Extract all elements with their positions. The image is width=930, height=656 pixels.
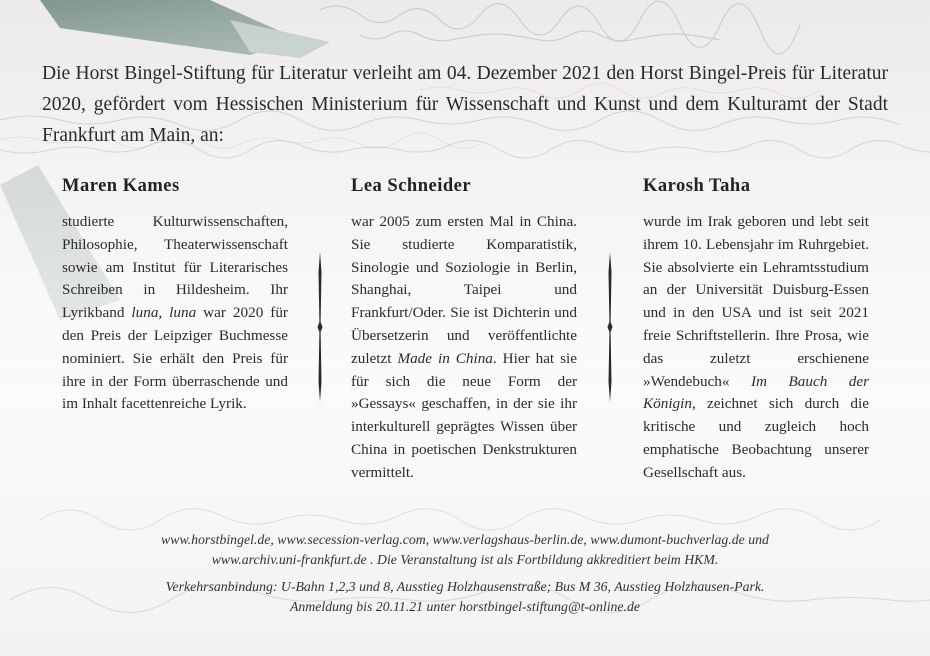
footer-links-line: www.horstbingel.de, www.secession-verlag.com, www.verlagshaus-berlin.de, www.dumont-buchverlag.de und bbox=[161, 532, 769, 547]
ornamental-divider bbox=[606, 252, 614, 402]
intro-text: Die Horst Bingel-Stiftung für Literatur verleiht am 04. Dezember 2021 den Horst Bingel-Preis für Literatur 2020, gefördert vom Hessischen Ministerium für Wissenschaft und Kunst und dem Kulturamt der Stadt Frankfurt am Main, an: bbox=[42, 63, 888, 146]
ornamental-divider bbox=[316, 252, 324, 402]
laureate-bio: war 2005 zum ersten Mal in China. Sie studierte Komparatistik, Sinologie und Soziologie in Berlin, Shanghai, Taipei und Frankfurt/Oder. Sie ist Dichterin und Übersetzerin und veröffentlichte zuletzt Made in China. Hier hat sie für sich die neue Form der »Gessays« geschaffen, in der sie ihr interkulturell geprägtes Wissen über China in poetischen Denkstrukturen vermittelt. bbox=[351, 213, 577, 481]
footer-links bbox=[0, 530, 930, 569]
laureate-bio: wurde im Irak geboren und lebt seit ihrem 10. Lebensjahr im Ruhrgebiet. Sie absolvierte ein Lehramtsstudium an der Universität Duisburg-Essen und in den USA und ist seit 2021 freie Schriftstellerin. Ihre Prosa, wie das zuletzt erschienene »Wendebuch« Im Bauch der Königin, zeichnet sich durch die kritische und zugleich hoch emphatische Beobachtung unserer Gesellschaft aus. bbox=[643, 213, 870, 481]
registration-info: Anmeldung bis 20.11.21 unter horstbingel-stiftung@t-online.de bbox=[289, 598, 641, 614]
laureate-bio: studierte Kulturwissenschaften, Philosophie, Theaterwissenschaft sowie am Institut für Literarisches Schreiben in Hildesheim. Ihr Lyrikband luna, luna war 2020 für den Preis der Leipziger Buchmesse nominiert. Sie erhält den Preis für ihre in der Form überraschende und im Inhalt facettenreiche Lyrik. bbox=[62, 213, 288, 413]
transport-info: Verkehrsanbindung: U-Bahn 1,2,3 und 8, Ausstieg Holzhausenstraße; Bus M 36, Ausstieg Holzhausen-Park. bbox=[165, 579, 765, 594]
footer-links-line: www.archiv.uni-frankfurt.de . Die Veranstaltung ist als Fortbildung akkreditiert beim HKM. bbox=[211, 551, 719, 567]
laureate-name: Karosh Taha bbox=[643, 176, 751, 196]
footer-transport bbox=[0, 577, 930, 616]
laureate-karosh-taha bbox=[643, 176, 869, 485]
laureate-lea-schneider bbox=[351, 176, 577, 485]
work-title: Im Bauch der Königin bbox=[643, 372, 870, 413]
laureate-maren-kames bbox=[62, 176, 288, 416]
laureate-name: Maren Kames bbox=[62, 176, 180, 196]
laureate-name: Lea Schneider bbox=[351, 176, 472, 196]
work-title: luna, luna bbox=[131, 304, 197, 322]
work-title: Made in China bbox=[397, 349, 493, 367]
